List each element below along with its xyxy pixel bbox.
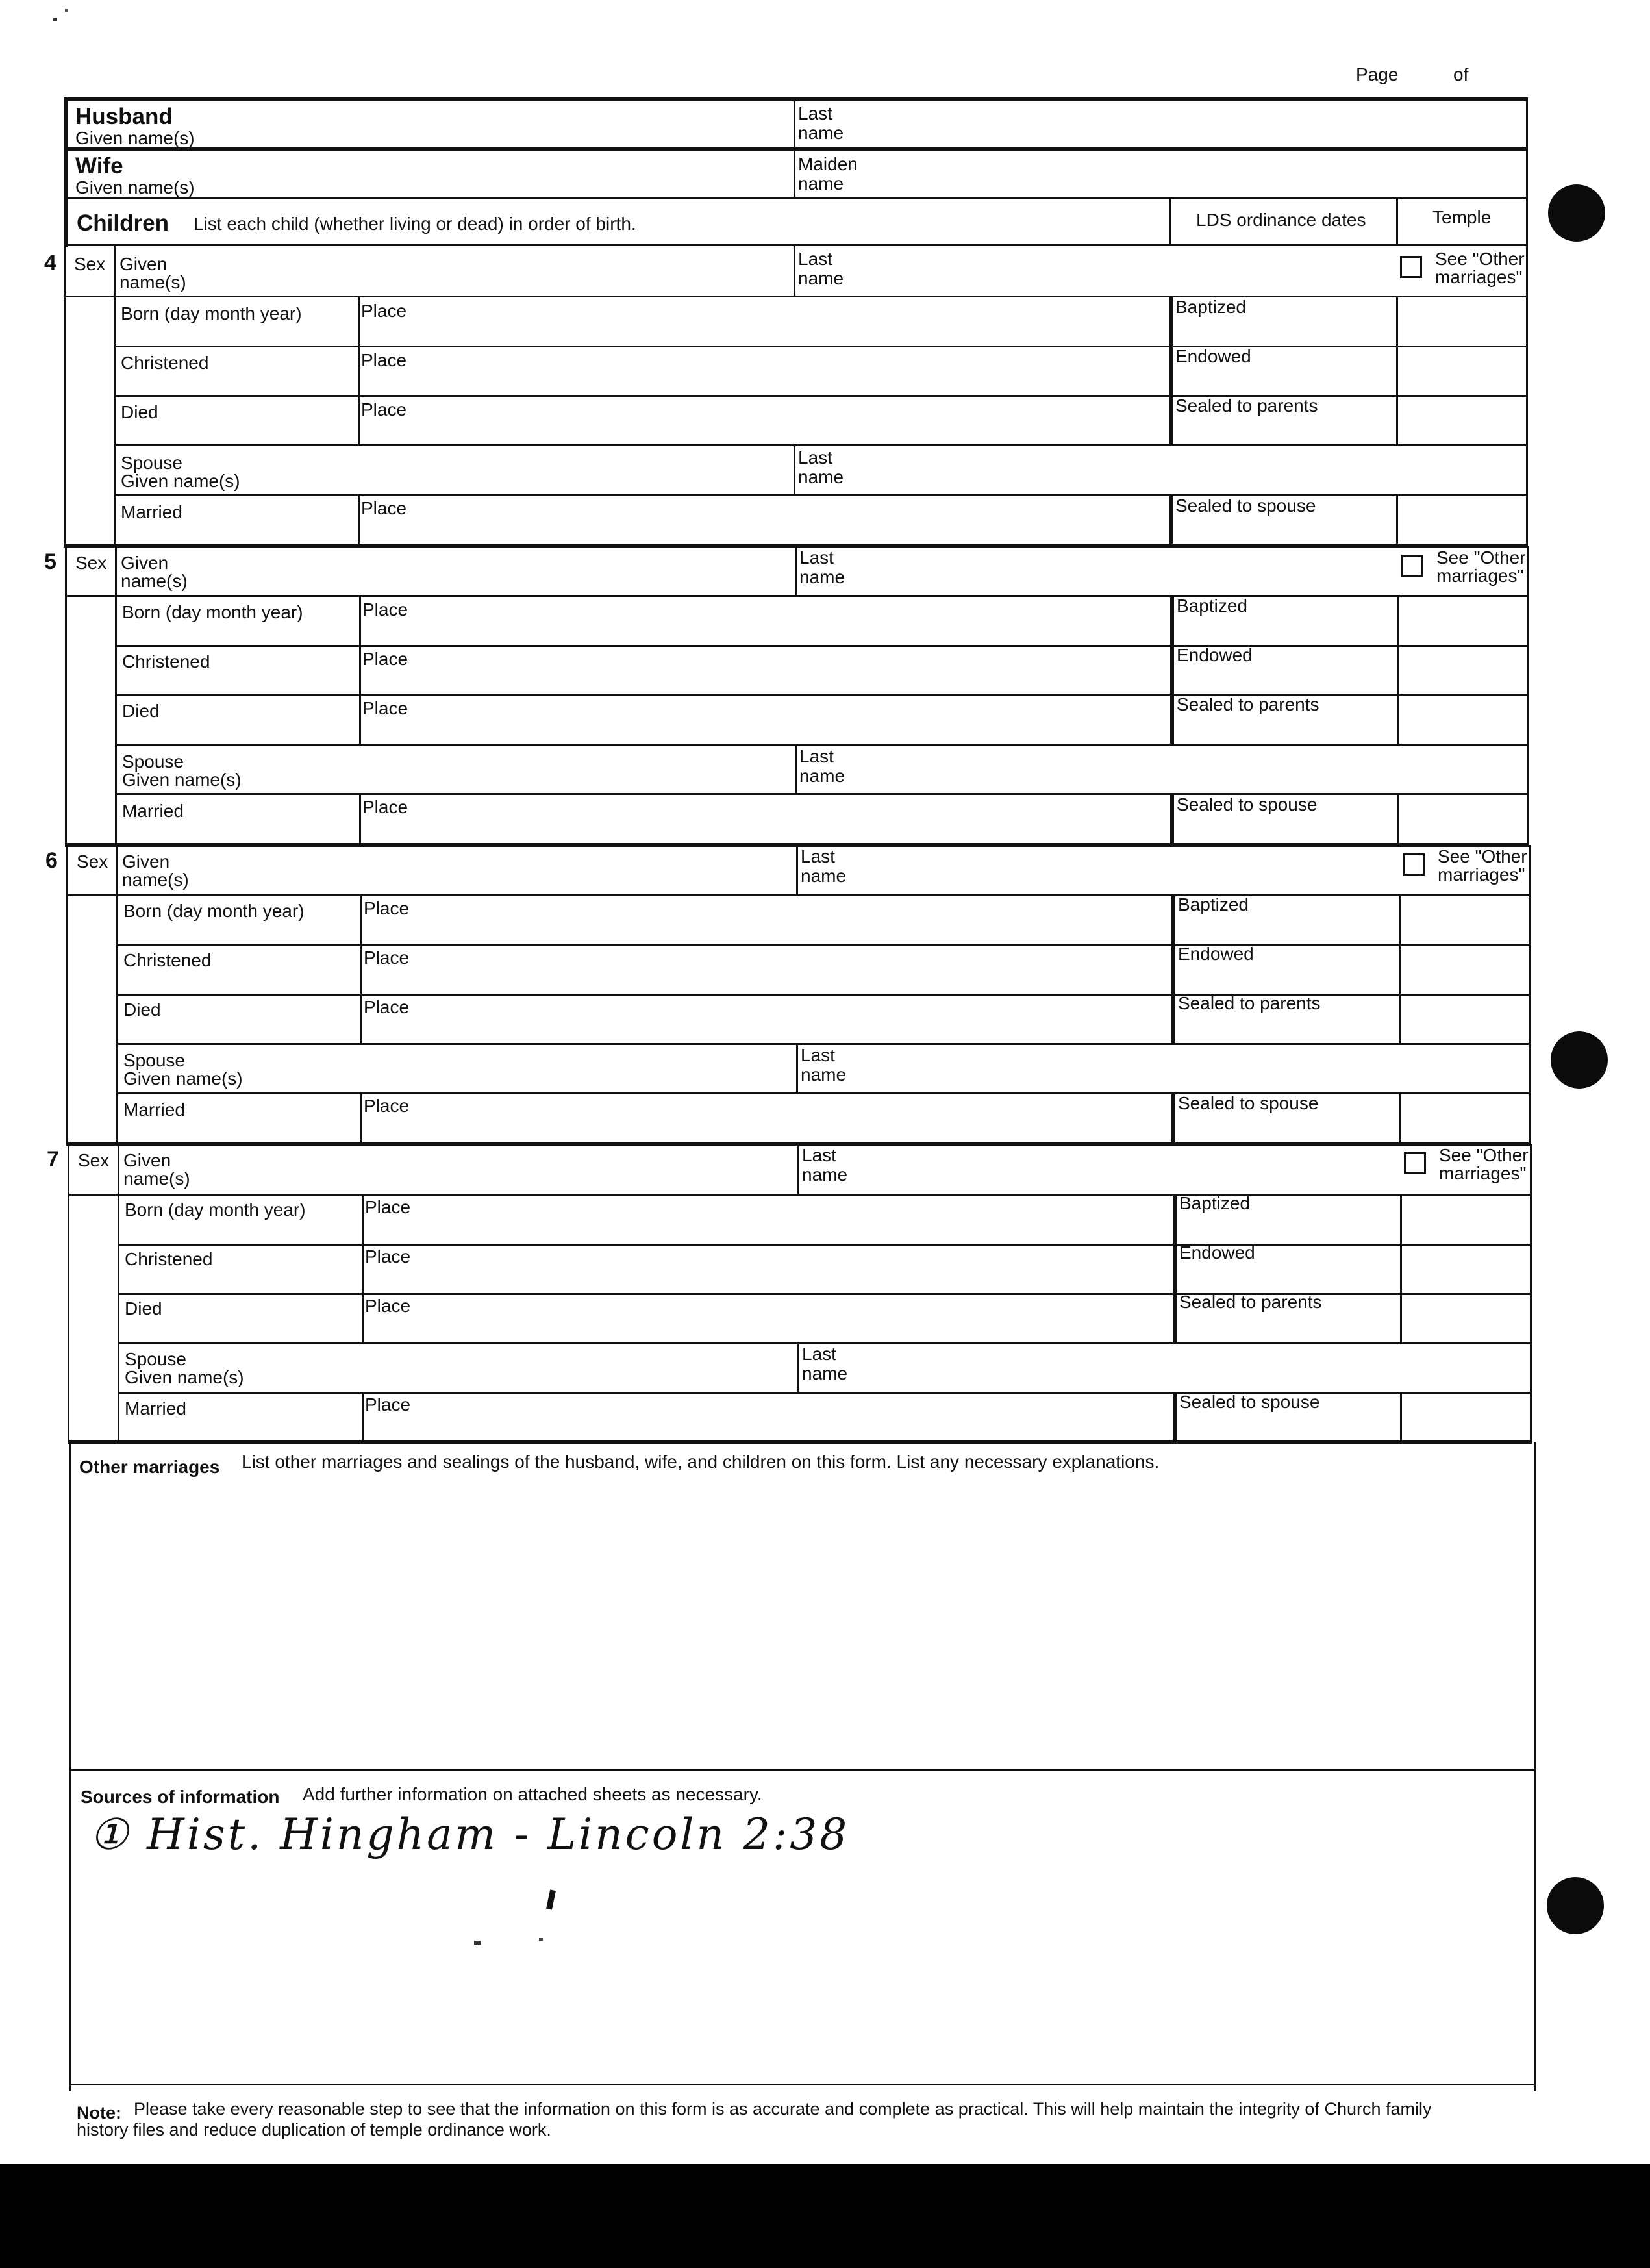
sources-title: Sources of information — [81, 1787, 280, 1807]
sealed-spouse-label: Sealed to spouse — [1175, 496, 1316, 516]
given-label-2: name(s) — [122, 870, 189, 890]
binder-hole-bottom — [1547, 1877, 1604, 1934]
christened-label: Christened — [121, 353, 209, 373]
other-marriages-field[interactable] — [75, 1481, 1527, 1764]
see-other-label-2: marriages" — [1439, 1163, 1527, 1183]
last-label-2: name — [798, 467, 844, 487]
last-label-1: Last — [802, 1344, 836, 1364]
wife-maiden-field[interactable] — [870, 151, 1519, 194]
place-label: Place — [362, 599, 408, 620]
place-label: Place — [364, 1096, 410, 1116]
spouse-label-2: Given name(s) — [123, 1068, 243, 1089]
last-label-2: name — [798, 268, 844, 288]
husband-last-field[interactable] — [857, 101, 1519, 144]
note-title: Note: — [77, 2103, 121, 2123]
place-label: Place — [364, 898, 410, 918]
sex-field[interactable] — [71, 1170, 116, 1190]
scan-artifact — [53, 18, 57, 21]
other-marriages-title: Other marriages — [79, 1457, 220, 1477]
sealed-spouse-label: Sealed to spouse — [1179, 1392, 1320, 1412]
child-number: 6 — [45, 848, 58, 873]
last-label-1: Last — [798, 447, 832, 468]
last-label-2: name — [801, 1065, 847, 1085]
place-label: Place — [361, 301, 407, 321]
given-label-1: Given — [122, 851, 170, 872]
born-label: Born (day month year) — [121, 303, 302, 323]
lds-ordinance-label: LDS ordinance dates — [1196, 210, 1366, 230]
place-label: Place — [365, 1246, 411, 1266]
last-label-1: Last — [801, 1045, 835, 1065]
given-label-1: Given — [119, 254, 168, 274]
sex-field[interactable] — [68, 274, 112, 294]
wife-given-label: Given name(s) — [75, 177, 195, 197]
husband-last-label-2: name — [798, 123, 844, 143]
spouse-label-2: Given name(s) — [121, 471, 240, 491]
see-other-marriages-checkbox[interactable] — [1401, 555, 1423, 577]
endowed-label: Endowed — [1177, 645, 1253, 665]
baptized-label: Baptized — [1177, 596, 1247, 616]
child-number: 4 — [44, 251, 56, 275]
given-label-2: name(s) — [121, 571, 188, 591]
died-label: Died — [123, 1000, 161, 1020]
married-label: Married — [125, 1398, 186, 1418]
spouse-label-1: Spouse — [122, 751, 184, 772]
died-label: Died — [121, 402, 158, 422]
see-other-label-2: marriages" — [1438, 864, 1525, 885]
sources-field[interactable] — [75, 1871, 1527, 2078]
child-number: 5 — [44, 549, 56, 574]
see-other-label-1: See "Other — [1435, 249, 1525, 269]
binder-hole-top — [1548, 184, 1605, 242]
given-label-2: name(s) — [123, 1168, 190, 1189]
born-label: Born (day month year) — [123, 901, 305, 921]
spouse-label-1: Spouse — [125, 1349, 186, 1369]
scan-artifact — [65, 9, 68, 12]
last-label-1: Last — [799, 746, 834, 766]
sealed-spouse-label: Sealed to spouse — [1178, 1093, 1319, 1113]
married-label: Married — [123, 1100, 185, 1120]
endowed-label: Endowed — [1178, 944, 1254, 964]
place-label: Place — [365, 1296, 411, 1316]
see-other-label-2: marriages" — [1435, 267, 1523, 287]
last-label-2: name — [802, 1165, 848, 1185]
temple-label: Temple — [1432, 207, 1492, 227]
children-instruction: List each child (whether living or dead) in order of birth. — [194, 214, 636, 234]
note-text-line1: Please take every reasonable step to see that the information on this form is as accurate and complete as practical. This will help maintain the integrity of Church family — [134, 2099, 1432, 2119]
binder-hole-middle — [1551, 1031, 1608, 1089]
given-label-2: name(s) — [119, 272, 186, 292]
sealed-parents-label: Sealed to parents — [1178, 993, 1321, 1013]
see-other-marriages-checkbox[interactable] — [1403, 853, 1425, 876]
place-label: Place — [361, 498, 407, 518]
died-label: Died — [125, 1298, 162, 1318]
husband-last-label-1: Last — [798, 103, 832, 123]
sex-label: Sex — [77, 851, 108, 872]
married-label: Married — [121, 502, 182, 522]
given-label-1: Given — [121, 553, 169, 573]
born-label: Born (day month year) — [122, 602, 303, 622]
see-other-label-2: marriages" — [1436, 566, 1524, 586]
spouse-label-2: Given name(s) — [125, 1367, 244, 1387]
place-label: Place — [365, 1394, 411, 1415]
place-label: Place — [361, 399, 407, 420]
last-label-2: name — [799, 567, 845, 587]
last-label-2: name — [802, 1363, 848, 1383]
husband-given-field[interactable] — [273, 101, 786, 144]
wife-title: Wife — [75, 153, 123, 179]
endowed-label: Endowed — [1175, 346, 1251, 366]
last-label-1: Last — [798, 249, 832, 269]
christened-label: Christened — [122, 651, 210, 672]
sealed-parents-label: Sealed to parents — [1175, 396, 1318, 416]
wife-maiden-label-1: Maiden — [798, 154, 858, 174]
see-other-marriages-checkbox[interactable] — [1404, 1152, 1426, 1174]
place-label: Place — [364, 948, 410, 968]
wife-given-field[interactable] — [273, 151, 786, 194]
sex-label: Sex — [74, 254, 106, 274]
married-label: Married — [122, 801, 184, 821]
wife-maiden-label-2: name — [798, 173, 844, 194]
children-title: Children — [77, 210, 169, 236]
spouse-label-1: Spouse — [121, 453, 182, 473]
place-label: Place — [361, 350, 407, 370]
see-other-label-1: See "Other — [1436, 548, 1526, 568]
place-label: Place — [362, 797, 408, 817]
sex-field[interactable] — [70, 872, 114, 891]
spouse-label-2: Given name(s) — [122, 770, 242, 790]
christened-label: Christened — [125, 1249, 213, 1269]
place-label: Place — [362, 698, 408, 718]
place-label: Place — [365, 1197, 411, 1217]
child-number: 7 — [47, 1147, 59, 1172]
baptized-label: Baptized — [1179, 1193, 1250, 1213]
last-label-1: Last — [802, 1145, 836, 1165]
other-marriages-instruction: List other marriages and sealings of the husband, wife, and children on this form. List any necessary explanations. — [242, 1452, 1160, 1472]
sealed-spouse-label: Sealed to spouse — [1177, 794, 1318, 814]
husband-title: Husband — [75, 104, 173, 129]
see-other-label-1: See "Other — [1439, 1145, 1529, 1165]
sources-instruction: Add further information on attached sheets as necessary. — [303, 1784, 762, 1804]
sex-label: Sex — [78, 1150, 110, 1170]
christened-label: Christened — [123, 950, 212, 970]
last-label-2: name — [801, 866, 847, 886]
died-label: Died — [122, 701, 160, 721]
page-label: Page — [1356, 64, 1399, 84]
husband-given-label: Given name(s) — [75, 128, 195, 148]
last-label-2: name — [799, 766, 845, 786]
page-of-label: of — [1453, 64, 1469, 84]
baptized-label: Baptized — [1175, 297, 1246, 317]
sex-field[interactable] — [69, 573, 113, 592]
sealed-parents-label: Sealed to parents — [1179, 1292, 1322, 1312]
note-text-line2: history files and reduce duplication of temple ordinance work. — [77, 2120, 551, 2139]
last-label-1: Last — [801, 846, 835, 866]
baptized-label: Baptized — [1178, 894, 1249, 914]
born-label: Born (day month year) — [125, 1200, 306, 1220]
place-label: Place — [364, 997, 410, 1017]
last-label-1: Last — [799, 548, 834, 568]
handwritten-source-entry: ① Hist. Hingham - Lincoln 2:38 — [90, 1809, 850, 1859]
see-other-label-1: See "Other — [1438, 846, 1527, 866]
place-label: Place — [362, 649, 408, 669]
scan-border — [0, 2164, 1650, 2268]
spouse-label-1: Spouse — [123, 1050, 185, 1070]
endowed-label: Endowed — [1179, 1242, 1255, 1263]
given-label-1: Given — [123, 1150, 171, 1170]
sex-label: Sex — [75, 553, 107, 573]
see-other-marriages-checkbox[interactable] — [1400, 256, 1422, 278]
sealed-parents-label: Sealed to parents — [1177, 694, 1319, 714]
